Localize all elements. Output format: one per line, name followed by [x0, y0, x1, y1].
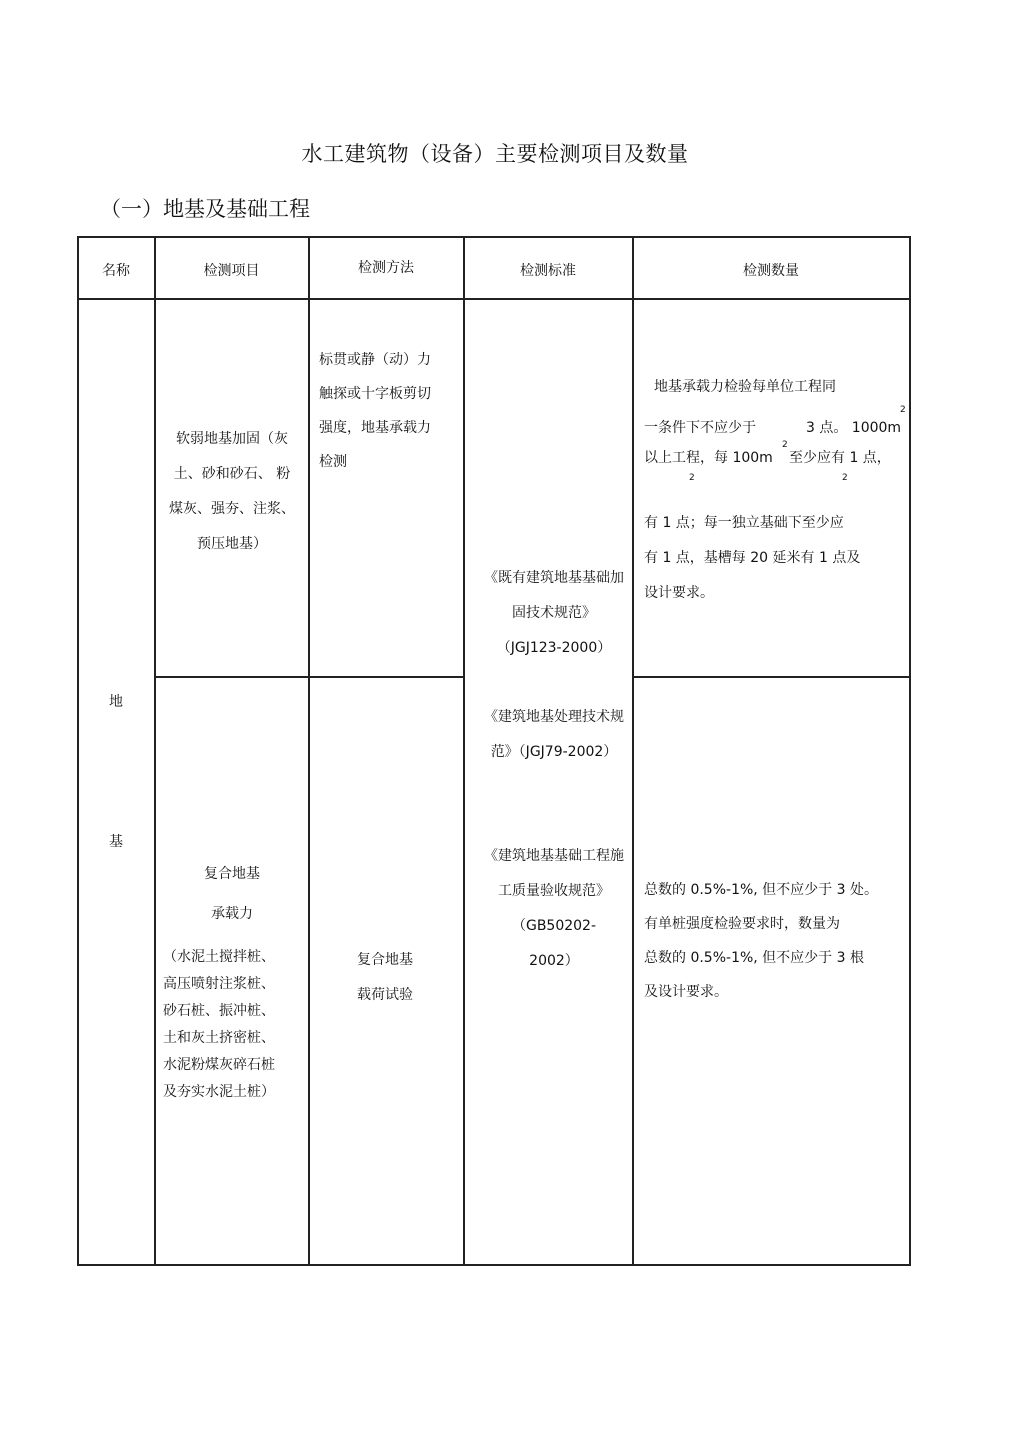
header-method: 检测方法 [358, 260, 414, 276]
col-divider-2 [308, 236, 310, 1265]
row1-method-line: 触探或十字板剪切 [319, 386, 431, 402]
row1-method-line: 检测 [319, 454, 347, 470]
row1-quantity-line4: 有 1 点；每一独立基础下至少应 [644, 515, 844, 531]
row1-item [156, 422, 308, 562]
row2-item-head-line: 复合地基 [204, 866, 260, 882]
row2-item-head-line: 承载力 [211, 906, 253, 922]
row1-quantity-line3b: 至少应有 1 点， [789, 450, 891, 466]
row2-method-line: 载荷试验 [357, 987, 413, 1003]
row2-quantity-line: 及设计要求。 [644, 984, 728, 1000]
row1-method-line: 标贯或静（动）力 [319, 352, 431, 368]
row1-quantity-sup: 2 [900, 405, 906, 415]
standard-line: 《既有建筑地基基础加 [484, 570, 624, 586]
name-char-2: 基 [109, 834, 123, 850]
row2-item-list-line: 水泥粉煤灰碎石桩 [163, 1057, 275, 1073]
standard-line: 《建筑地基处理技术规 [484, 709, 624, 725]
row1-quantity-sup: 2 [842, 473, 848, 483]
row2-item-head [156, 854, 308, 934]
standard-line: 固技术规范》 [512, 605, 596, 621]
col-divider-1 [154, 236, 156, 1265]
row2-item-list-line: 土和灰土挤密桩、 [163, 1030, 275, 1046]
table-bottom-border [77, 1264, 911, 1266]
row2-quantity [644, 873, 878, 1009]
section-title: （一）地基及基础工程 [100, 197, 310, 221]
table-right-border [909, 236, 911, 1265]
row2-item-list-line: 砂石桩、振冲桩、 [163, 1003, 275, 1019]
row1-quantity-line6: 设计要求。 [644, 585, 714, 601]
name-char-1: 地 [109, 694, 123, 710]
row1-quantity-line5: 有 1 点，基槽每 20 延米有 1 点及 [644, 550, 861, 566]
row2-item-list-line: 及夯实水泥土桩） [163, 1084, 275, 1100]
row1-method [319, 343, 461, 479]
standards-group-3 [464, 839, 644, 979]
page-title: 水工建筑物（设备）主要检测项目及数量 [301, 142, 689, 166]
row1-quantity-line2b: 3 点。 1000m [806, 420, 902, 436]
row2-quantity-line: 总数的 0.5%-1%, 但不应少于 3 根 [644, 950, 864, 966]
row1-method-line: 强度，地基承载力 [319, 420, 431, 436]
standard-line: （JGJ123-2000） [496, 640, 612, 656]
row1-quantity-line1: 地基承载力检验每单位工程同 [654, 379, 836, 395]
standard-line: 范》（JGJ79-2002） [490, 744, 618, 760]
row1-quantity-line2a: 一条件下不应少于 [644, 420, 756, 436]
standard-line: 2002） [529, 953, 579, 969]
header-quantity: 检测数量 [743, 263, 799, 279]
row2-method-line: 复合地基 [357, 952, 413, 968]
row2-method [309, 943, 461, 1013]
standard-line: （GB50202- [511, 918, 597, 934]
row2-item-list-line: 高压喷射注浆桩、 [163, 976, 275, 992]
table-left-border [77, 236, 79, 1265]
standards-group-1 [464, 561, 644, 666]
row1-item-line: 预压地基） [197, 536, 267, 552]
standards-group-2 [464, 700, 644, 770]
row2-quantity-line: 有单桩强度检验要求时，数量为 [644, 916, 840, 932]
row-divider-left [155, 676, 464, 678]
standard-line: 《建筑地基基础工程施 [484, 848, 624, 864]
row1-item-line: 软弱地基加固（灰 [176, 431, 288, 447]
header-item: 检测项目 [203, 263, 260, 279]
row-divider-right [632, 676, 911, 678]
header-name: 名称 [102, 263, 130, 279]
table-top-border [77, 236, 911, 238]
row1-item-line: 土、砂和砂石、 粉 [173, 466, 291, 482]
row2-item-list-line: （水泥土搅拌桩、 [163, 949, 275, 965]
row2-quantity-line: 总数的 0.5%-1%, 但不应少于 3 处。 [644, 882, 878, 898]
header-standard: 检测标准 [520, 263, 576, 279]
row1-quantity-sup: 2 [689, 473, 695, 483]
standard-line: 工质量验收规范》 [498, 883, 610, 899]
row1-item-line: 煤灰、强夯、注浆、 [169, 501, 295, 517]
row2-item-list [163, 944, 308, 1106]
row1-quantity-line3a: 以上工程，每 100m [644, 450, 773, 466]
header-bottom-border [77, 298, 911, 300]
row1-quantity-sup: 2 [782, 440, 788, 450]
